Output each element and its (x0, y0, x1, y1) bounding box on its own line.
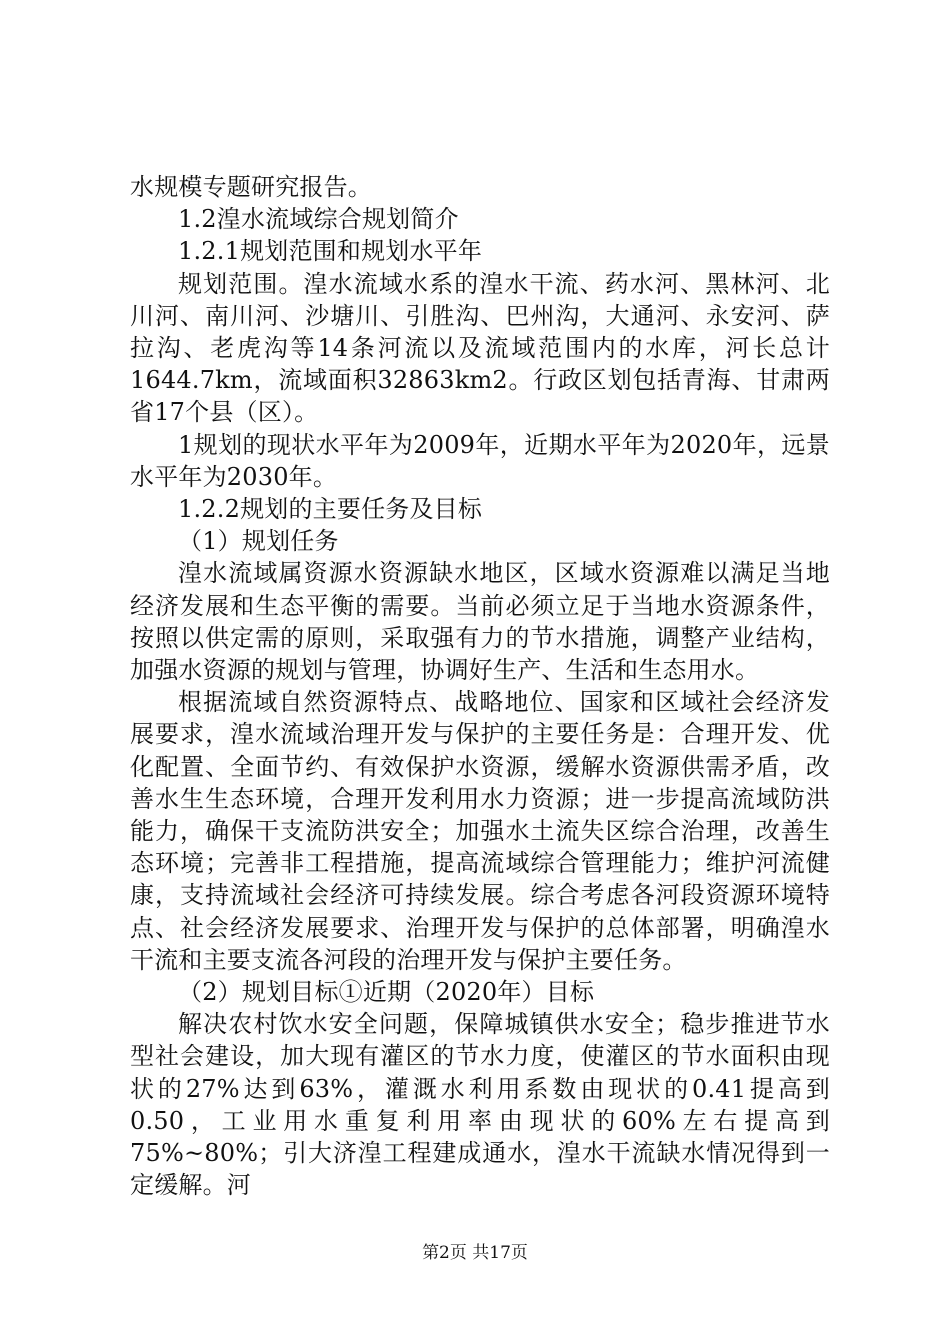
section-heading-1-2: 1.2湟水流域综合规划简介 (178, 205, 459, 234)
paragraph-near-term-goals: 解决农村饮水安全问题，保障城镇供水安全；稳步推进节水型社会建设，加大现有灌区的节水力度，使灌区的节水面积由现状的27%达到63%，灌溉水利用系数由现状的0.41提高到0.50，工业用水重复利用率由现状的60%左右提高到75%~80%；引大济湟工程建成通水，湟水干流缺水情况得到一定缓解。河 (130, 1010, 830, 1200)
paragraph-continuation: 水规模专题研究报告。 (130, 173, 372, 201)
paragraph-planning-years: 1规划的现状水平年为2009年，近期水平年为2020年，远景水平年为2030年。 (130, 430, 830, 491)
subheading-planning-tasks: （1）规划任务 (178, 527, 339, 556)
page-number-footer: 第2页 共17页 (422, 1243, 528, 1263)
document-body (130, 171, 830, 1202)
subheading-planning-goals: （2）规划目标①近期（2020年）目标 (178, 978, 595, 1007)
section-heading-1-2-2: 1.2.2规划的主要任务及目标 (178, 495, 483, 524)
section-heading-1-2-1: 1.2.1规划范围和规划水平年 (178, 237, 483, 266)
paragraph-water-shortage: 湟水流域属资源水资源缺水地区，区域水资源难以满足当地经济发展和生态平衡的需要。当前必须立足于当地水资源条件，按照以供定需的原则，采取强有力的节水措施，调整产业结构，加强水资源的规划与管理，协调好生产、生活和生态用水。 (130, 559, 830, 685)
paragraph-main-tasks: 根据流域自然资源特点、战略地位、国家和区域社会经济发展要求，湟水流域治理开发与保护的主要任务是：合理开发、优化配置、全面节约、有效保护水资源，缓解水资源供需矛盾，改善水生生态环境，合理开发利用水力资源；进一步提高流域防洪能力，确保干支流防洪安全；加强水土流失区综合治理，改善生态环境；完善非工程措施，提高流域综合管理能力；维护河流健康，支持流域社会经济可持续发展。综合考虑各河段资源环境特点、社会经济发展要求、治理开发与保护的总体部署，明确湟水干流和主要支流各河段的治理开发与保护主要任务。 (130, 688, 830, 974)
paragraph-planning-scope: 规划范围。湟水流域水系的湟水干流、药水河、黑林河、北川河、南川河、沙塘川、引胜沟、巴州沟，大通河、永安河、萨拉沟、老虎沟等14条河流以及流域范围内的水库，河长总计1644.7km，流域面积32863km2。行政区划包括青海、甘肃两省17个县（区）。 (130, 269, 830, 427)
